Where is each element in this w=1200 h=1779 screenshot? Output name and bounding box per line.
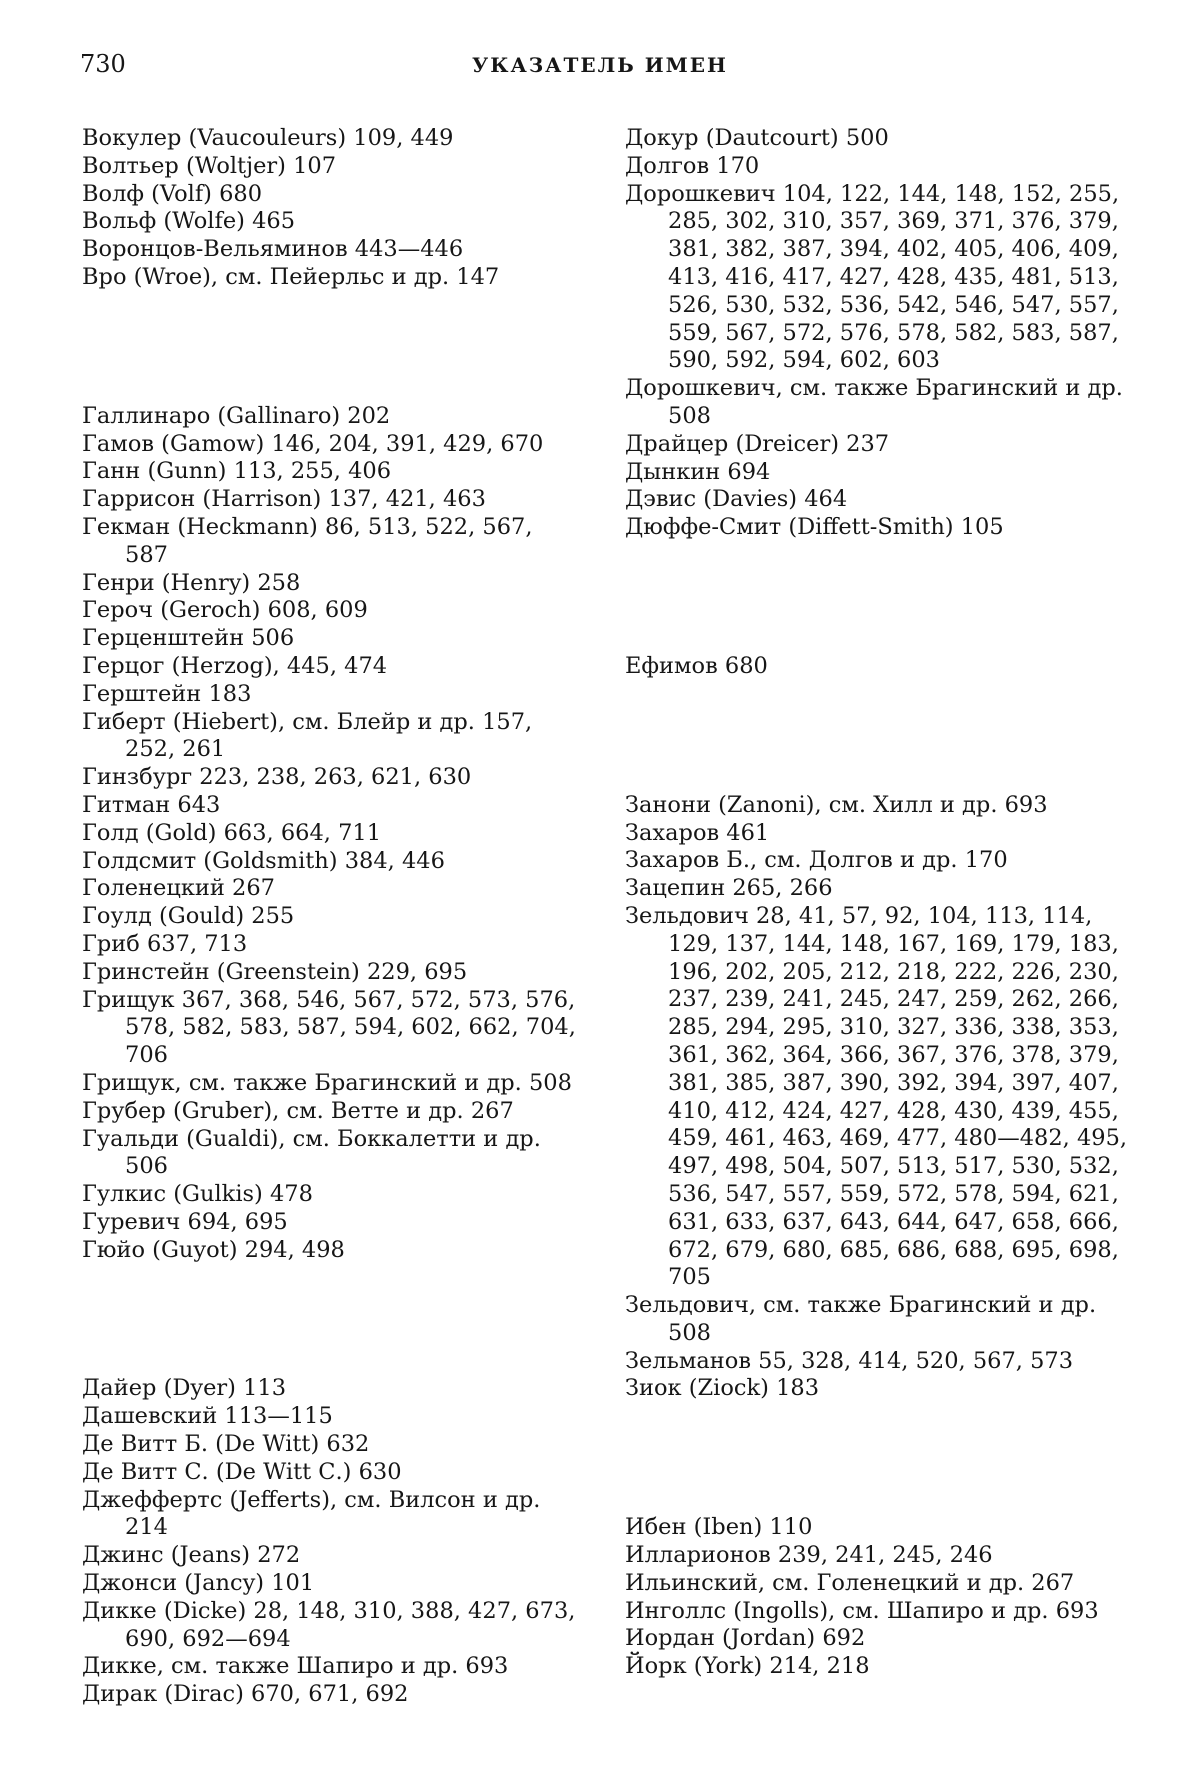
index-entry: Дюффе-Смит (Diffett-Smith) 105 <box>625 514 1130 542</box>
index-entry: Герцог (Herzog), 445, 474 <box>82 653 582 681</box>
group-gap <box>625 681 1130 792</box>
right-column <box>625 125 1130 1681</box>
index-entry: Де Витт С. (De Witt С.) 630 <box>82 1459 582 1487</box>
index-entry: Гинзбург 223, 238, 263, 621, 630 <box>82 764 582 792</box>
index-entry: Джеффертс (Jefferts), см. Вилсон и др. 214 <box>82 1487 582 1543</box>
index-entry: Дикке, см. также Шапиро и др. 693 <box>82 1653 582 1681</box>
group-gap <box>82 1264 582 1375</box>
index-entry: Зельманов 55, 328, 414, 520, 567, 573 <box>625 1348 1130 1376</box>
index-entry: Де Витт Б. (De Witt) 632 <box>82 1431 582 1459</box>
index-entry: Грищук 367, 368, 546, 567, 572, 573, 576, 578, 582, 583, 587, 594, 602, 662, 704, 706 <box>82 987 582 1070</box>
index-entry: Дирак (Dirac) 670, 671, 692 <box>82 1681 582 1709</box>
index-entry: Генри (Henry) 258 <box>82 570 582 598</box>
index-entry: Волф (Volf) 680 <box>82 181 582 209</box>
index-entry: Ефимов 680 <box>625 653 1130 681</box>
index-entry: Грищук, см. также Брагинский и др. 508 <box>82 1070 582 1098</box>
index-entry: Волтьер (Woltjer) 107 <box>82 153 582 181</box>
index-group-d <box>82 1375 582 1709</box>
index-entry: Зиок (Ziock) 183 <box>625 1375 1130 1403</box>
index-entry: Грубер (Gruber), см. Ветте и др. 267 <box>82 1098 582 1126</box>
index-entry: Джонси (Jancy) 101 <box>82 1570 582 1598</box>
index-entry: Ганн (Gunn) 113, 255, 406 <box>82 458 582 486</box>
index-entry: Галлинаро (Gallinaro) 202 <box>82 403 582 431</box>
index-entry: Гиберт (Hiebert), см. Блейр и др. 157, 252, 261 <box>82 709 582 765</box>
index-entry: Вокулер (Vaucouleurs) 109, 449 <box>82 125 582 153</box>
index-entry: Гуревич 694, 695 <box>82 1209 582 1237</box>
index-entry: Джинс (Jeans) 272 <box>82 1542 582 1570</box>
index-entry: Голенецкий 267 <box>82 875 582 903</box>
index-entry: Захаров Б., см. Долгов и др. 170 <box>625 847 1130 875</box>
index-group-d-continued <box>625 125 1130 542</box>
index-entry: Илларионов 239, 241, 245, 246 <box>625 1542 1130 1570</box>
index-entry: Гекман (Heckmann) 86, 513, 522, 567, 587 <box>82 514 582 570</box>
index-entry: Дикке (Dicke) 28, 148, 310, 388, 427, 673, 690, 692—694 <box>82 1598 582 1654</box>
page-number: 730 <box>80 50 126 78</box>
index-entry: Дорошкевич, см. также Брагинский и др. 508 <box>625 375 1130 431</box>
index-group-e <box>625 653 1130 681</box>
index-entry: Гюйо (Guyot) 294, 498 <box>82 1237 582 1265</box>
index-entry: Зацепин 265, 266 <box>625 875 1130 903</box>
index-entry: Герштейн 183 <box>82 681 582 709</box>
index-entry: Зельдович 28, 41, 57, 92, 104, 113, 114, 129, 137, 144, 148, 167, 169, 179, 183, 196, 202, 205, 212, 218, 222, 226, 230, 237, 239, 241, 245, 247, 259, 262, 266, 285, 294, 295, 310, 327, 336, 338, 353, 361, 362, 364, 366, 367, 376, 378, 379, 381, 385, 387, 390, 392, 394, 397, 407, 410, 412, 424, 427, 428, 430, 439, 455, 459, 461, 463, 469, 477, 480—482, 495, 497, 498, 504, 507, 513, 517, 530, 532, 536, 547, 557, 559, 572, 578, 594, 621, 631, 633, 637, 643, 644, 647, 658, 666, 672, 679, 680, 685, 686, 688, 695, 698, 705 <box>625 903 1130 1292</box>
index-entry: Дашевский 113—115 <box>82 1403 582 1431</box>
index-entry: Гоулд (Gould) 255 <box>82 903 582 931</box>
left-column <box>82 125 582 1709</box>
index-entry: Занони (Zanoni), см. Хилл и др. 693 <box>625 792 1130 820</box>
index-entry: Докур (Dautcourt) 500 <box>625 125 1130 153</box>
index-entry: Долгов 170 <box>625 153 1130 181</box>
index-entry: Вольф (Wolfe) 465 <box>82 208 582 236</box>
group-gap <box>625 1403 1130 1514</box>
index-entry: Голдсмит (Goldsmith) 384, 446 <box>82 848 582 876</box>
index-entry: Воронцов-Вельяминов 443—446 <box>82 236 582 264</box>
index-entry: Йорк (York) 214, 218 <box>625 1653 1130 1681</box>
index-entry: Ибен (Iben) 110 <box>625 1514 1130 1542</box>
index-entry: Герценштейн 506 <box>82 625 582 653</box>
index-entry: Иордан (Jordan) 692 <box>625 1625 1130 1653</box>
index-entry: Гитман 643 <box>82 792 582 820</box>
index-entry: Дайер (Dyer) 113 <box>82 1375 582 1403</box>
index-entry: Гуальди (Gualdi), см. Боккалетти и др. 506 <box>82 1126 582 1182</box>
index-entry: Гринстейн (Greenstein) 229, 695 <box>82 959 582 987</box>
index-group-i <box>625 1514 1130 1681</box>
index-entry: Инголлс (Ingolls), см. Шапиро и др. 693 <box>625 1598 1130 1626</box>
group-gap <box>82 292 582 403</box>
index-entry: Гамов (Gamow) 146, 204, 391, 429, 670 <box>82 431 582 459</box>
index-entry: Дэвис (Davies) 464 <box>625 486 1130 514</box>
index-entry: Драйцер (Dreicer) 237 <box>625 431 1130 459</box>
index-entry: Ильинский, см. Голенецкий и др. 267 <box>625 1570 1130 1598</box>
index-group-v <box>82 125 582 292</box>
index-entry: Зельдович, см. также Брагинский и др. 508 <box>625 1292 1130 1348</box>
index-entry: Дорошкевич 104, 122, 144, 148, 152, 255, 285, 302, 310, 357, 369, 371, 376, 379, 381, 382, 387, 394, 402, 405, 406, 409, 413, 416, 417, 427, 428, 435, 481, 513, 526, 530, 532, 536, 542, 546, 547, 557, 559, 567, 572, 576, 578, 582, 583, 587, 590, 592, 594, 602, 603 <box>625 181 1130 376</box>
running-head: УКАЗАТЕЛЬ ИМЕН <box>0 53 1200 77</box>
index-entry: Гаррисон (Harrison) 137, 421, 463 <box>82 486 582 514</box>
index-entry: Гриб 637, 713 <box>82 931 582 959</box>
index-entry: Захаров 461 <box>625 820 1130 848</box>
index-entry: Гулкис (Gulkis) 478 <box>82 1181 582 1209</box>
index-group-g <box>82 403 582 1265</box>
index-entry: Голд (Gold) 663, 664, 711 <box>82 820 582 848</box>
index-entry: Героч (Geroch) 608, 609 <box>82 597 582 625</box>
index-entry: Вро (Wroe), см. Пейерльс и др. 147 <box>82 264 582 292</box>
index-group-z <box>625 792 1130 1404</box>
group-gap <box>625 542 1130 653</box>
index-entry: Дынкин 694 <box>625 459 1130 487</box>
